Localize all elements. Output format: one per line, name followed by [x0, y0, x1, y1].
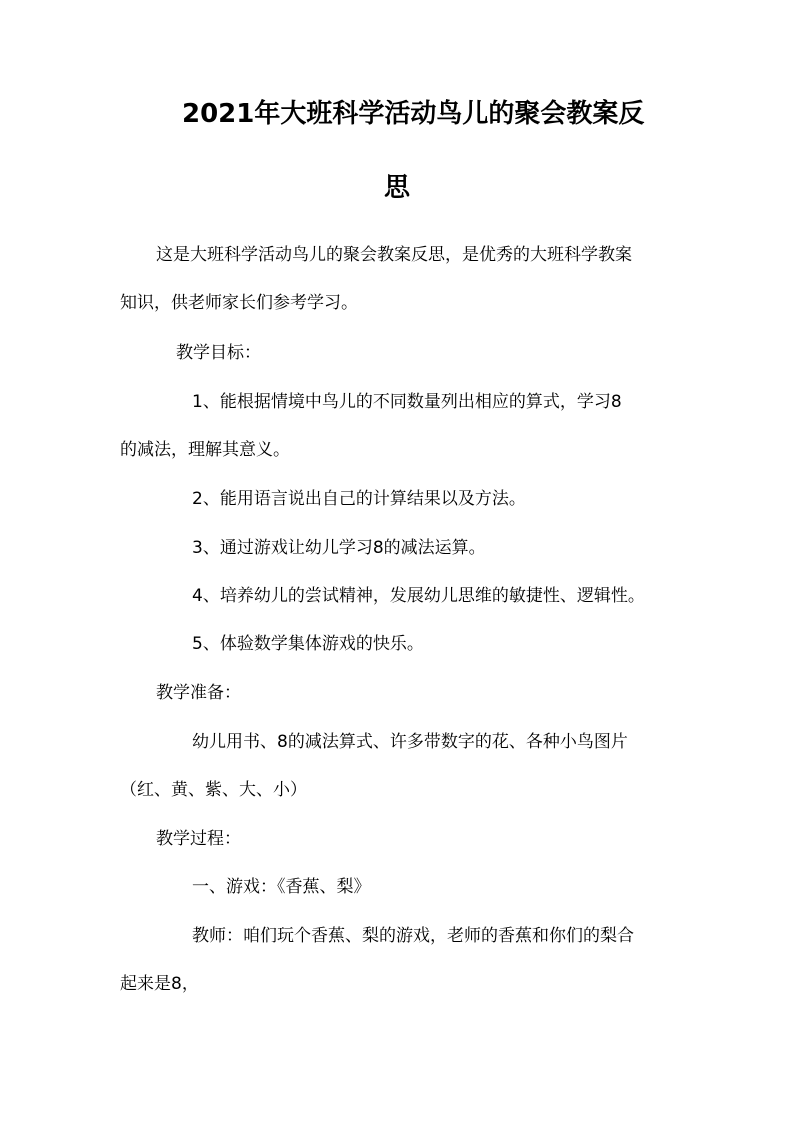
document-title-line-1: 2021年大班科学活动鸟儿的聚会教案反	[182, 99, 645, 129]
objective-1-line-1: 1、能根据情境中鸟儿的不同数量列出相应的算式，学习8	[192, 392, 622, 412]
process-step-1-heading: 一、游戏：《香蕉、梨》	[192, 877, 371, 897]
objective-2: 2、能用语言说出自己的计算结果以及方法。	[192, 489, 526, 509]
section-heading-objectives: 教学目标：	[176, 343, 261, 363]
objective-5: 5、体验数学集体游戏的快乐。	[192, 634, 424, 654]
document-title-line-2: 思	[384, 173, 411, 203]
process-step-1-line-1: 教师：咱们玩个香蕉、梨的游戏，老师的香蕉和你们的梨合	[192, 926, 634, 946]
preparation-line-2: （红、黄、紫、大、小）	[120, 780, 307, 800]
paragraph-intro-line-1: 这是大班科学活动鸟儿的聚会教案反思，是优秀的大班科学教案	[156, 245, 632, 265]
process-step-1-line-2: 起来是8，	[120, 974, 199, 994]
section-heading-preparation: 教学准备：	[156, 683, 241, 703]
objective-4: 4、培养幼儿的尝试精神，发展幼儿思维的敏捷性、逻辑性。	[192, 586, 645, 606]
paragraph-intro-line-2: 知识，供老师家长们参考学习。	[120, 293, 358, 313]
section-heading-process: 教学过程：	[156, 829, 241, 849]
objective-1-line-2: 的减法，理解其意义。	[120, 440, 290, 460]
objective-3: 3、通过游戏让幼儿学习8的减法运算。	[192, 538, 486, 558]
preparation-line-1: 幼儿用书、8的减法算式、许多带数字的花、各种小鸟图片	[192, 732, 628, 752]
